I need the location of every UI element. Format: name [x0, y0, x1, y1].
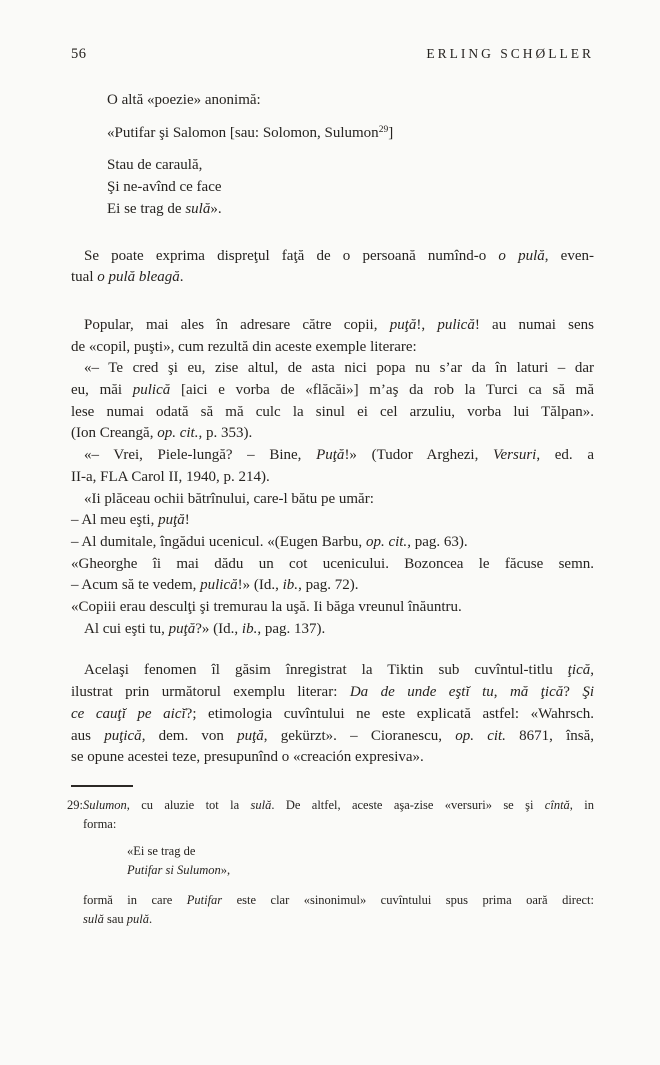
- text-run: «– Te cred şi eu, zise altul, de asta nici popa nu s’ar da în laturi – dar: [84, 360, 594, 377]
- text-run-italic: Da de unde eştĭ tu: [349, 684, 494, 701]
- text-run: , in: [569, 797, 595, 812]
- text-run: !,: [416, 316, 438, 333]
- text-run: Al cui eşti tu,: [84, 620, 169, 637]
- text-line: [71, 554, 594, 576]
- text-run: – Acum să te vedem,: [71, 577, 201, 594]
- text-line: [71, 423, 594, 445]
- text-column: [67, 46, 595, 929]
- text-line: [71, 246, 594, 268]
- text-run-italic: sulă: [185, 200, 211, 217]
- text-run: »,: [220, 862, 231, 877]
- text-run: – Al meu eşti,: [71, 512, 159, 529]
- text-line: [71, 660, 594, 682]
- text-line: [71, 315, 594, 337]
- text-run-italic: puţică: [104, 727, 142, 744]
- text-run: !» (Tudor Arghezi,: [344, 447, 493, 464]
- text-run-italic: sulă: [83, 911, 104, 926]
- text-run-italic: Sulumon: [83, 797, 127, 812]
- text-line: [71, 489, 594, 511]
- text-run-italic: cîntă: [544, 797, 570, 812]
- text-run-italic: Versuri: [493, 447, 537, 464]
- text-run-italic: pulică: [437, 316, 475, 333]
- running-title: ERLING SCHØLLER: [426, 46, 594, 61]
- text-line: [83, 891, 594, 910]
- poem-title-line: [71, 123, 594, 145]
- text-run-italic: op. cit.: [455, 727, 506, 744]
- text-run: , pag. 63).: [407, 533, 468, 550]
- text-run: (Ion Creangă,: [71, 425, 158, 442]
- text-line: [83, 861, 594, 880]
- text-run: ».: [210, 200, 222, 217]
- text-run-italic: pulică: [200, 577, 238, 594]
- text-run: «Putifar şi Salomon [sau: Solomon, Sulumon: [107, 124, 379, 141]
- text-run-italic: sulă: [250, 797, 272, 812]
- text-run: , pag. 72).: [298, 577, 359, 594]
- text-run: , even-: [544, 247, 594, 264]
- text-line: [71, 402, 594, 424]
- text-line: [71, 199, 594, 221]
- text-line: [71, 726, 594, 748]
- page-body: [71, 90, 594, 769]
- text-run-italic: ţică: [567, 662, 591, 679]
- text-run-italic: op. cit.: [365, 533, 408, 550]
- text-line: [83, 910, 594, 929]
- text-run-italic: op. cit.: [157, 425, 199, 442]
- text-run: ,: [590, 662, 594, 679]
- text-run: Stau de caraulă,: [107, 157, 203, 174]
- text-run: ?» (Id.,: [195, 620, 242, 637]
- text-run: ?; etimologia cuvîntului ne este explicată astfel: «Wahrsch.: [185, 705, 595, 722]
- text-line: [71, 510, 594, 532]
- footnote-29: [67, 796, 594, 929]
- text-run-italic: mă ţică: [509, 684, 564, 701]
- text-run: , cu aluzie tot la: [126, 797, 251, 812]
- text-run: 8671, însă,: [505, 727, 594, 744]
- text-run: eu, măi: [71, 382, 133, 399]
- paragraph-tiktin: [71, 660, 594, 769]
- text-line: [71, 747, 594, 769]
- page-header: [71, 46, 594, 62]
- text-line: [71, 337, 594, 359]
- text-run: ! au numai sens: [474, 316, 594, 333]
- text-run: – Al dumitale, îngădui ucenicul. «(Eugen Barbu,: [71, 533, 366, 550]
- text-run: «Copiii erau desculţi şi tremurau la uşă. Ii băga vreunul înăuntru.: [71, 599, 462, 616]
- text-run: , pag. 137).: [257, 620, 326, 637]
- text-run: se opune acestei teze, presupunînd o «creación expresiva».: [71, 749, 424, 766]
- text-run-italic: Puţă: [316, 447, 345, 464]
- text-run: , p. 353).: [198, 425, 253, 442]
- text-run: «Gheorghe îi mai dădu un cot ucenicului. Bozoncea le făcuse semn.: [71, 555, 594, 572]
- text-run-italic: ib.: [282, 577, 299, 594]
- text-line: [71, 445, 594, 467]
- text-line: [71, 704, 594, 726]
- text-line: [71, 177, 594, 199]
- text-run-italic: pulă: [126, 911, 149, 926]
- paragraph-dispret: [71, 246, 594, 289]
- text-run-italic: puţă: [389, 316, 417, 333]
- text-run: , gekürzt». – Cioranescu,: [263, 727, 456, 744]
- text-line: [83, 815, 594, 834]
- footnote-separator: [71, 785, 133, 787]
- text-run: este clar «sinonimul» cuvîntului spus prima oară direct:: [222, 892, 594, 907]
- text-line: [71, 532, 594, 554]
- intro-line: [71, 90, 594, 112]
- text-run-italic: o pulă: [498, 247, 545, 264]
- text-run: ilustrat prin următorul exemplu literar:: [71, 684, 350, 701]
- text-line: [71, 619, 594, 641]
- text-run: Acelaşi fenomen îl găsim înregistrat la Tiktin sub cuvîntul-titlu: [84, 662, 568, 679]
- text-run-italic: pulică: [132, 382, 171, 399]
- text-run: , ed. a: [536, 447, 594, 464]
- text-line: [71, 575, 594, 597]
- text-run: aus: [71, 727, 105, 744]
- text-run-italic: Şi: [582, 684, 595, 701]
- text-run: .: [179, 269, 184, 286]
- text-run: [aici e vorba de «flăcăi»] m’aş da rob la Turci ca să mă: [170, 382, 594, 399]
- text-run: «– Vrei, Piele-lungă? – Bine,: [84, 447, 317, 464]
- text-run: forma:: [83, 816, 117, 831]
- text-run: .: [149, 911, 153, 926]
- text-run: lese numai odată să mă culc la sinul ei cel arzuliu, vorba lui Tălpan».: [71, 403, 594, 420]
- page-number: 56: [71, 46, 87, 62]
- text-run: ?: [563, 684, 583, 701]
- text-run: . De altfel, aceste aşa-zise «versuri» se şi: [271, 797, 545, 812]
- text-line: [71, 467, 594, 489]
- footnote-body: [83, 796, 594, 929]
- text-run: Ei se trag de: [107, 200, 186, 217]
- text-run-italic: puţă: [168, 620, 196, 637]
- verse-block: [71, 155, 594, 220]
- quotation-block: [71, 358, 594, 640]
- text-run-italic: o pulă bleagă: [97, 269, 180, 286]
- text-run: sau: [103, 911, 127, 926]
- text-run: Se poate exprima dispreţul faţă de o persoană numînd-o: [84, 247, 499, 264]
- text-run: !: [184, 512, 190, 529]
- footnotes-section: [67, 796, 595, 929]
- text-run-italic: puţă: [158, 512, 185, 529]
- text-run: !» (Id.,: [237, 577, 283, 594]
- text-line: [71, 380, 594, 402]
- text-run: , dem. von: [141, 727, 238, 744]
- text-line: [71, 155, 594, 177]
- text-line: [71, 267, 594, 289]
- text-run-italic: Putifar si Sulumon: [127, 862, 221, 877]
- text-run: Popular, mai ales în adresare către copii,: [84, 316, 390, 333]
- text-run: ,: [493, 684, 510, 701]
- footnote-number: 29:: [67, 797, 83, 812]
- text-run-italic: Putifar: [186, 892, 223, 907]
- text-run: II-a, FLA Carol II, 1940, p. 214).: [71, 468, 270, 485]
- paragraph-popular: [71, 315, 594, 358]
- text-line: [83, 796, 594, 815]
- text-run: ]: [388, 124, 394, 141]
- text-run: de «copil, puşti», cum rezultă din aceste exemple literare:: [71, 338, 417, 355]
- text-run-italic: ce cauţĭ pe aicĭ: [71, 705, 186, 722]
- text-line: [71, 597, 594, 619]
- footnote-reference: 29: [378, 124, 389, 135]
- text-line: [71, 682, 594, 704]
- text-run: tual: [71, 269, 98, 286]
- text-run: formă in care: [83, 892, 187, 907]
- text-run: Şi ne-avînd ce face: [107, 179, 222, 196]
- text-line: [83, 842, 594, 861]
- text-line: [71, 123, 594, 145]
- text-line: [71, 358, 594, 380]
- text-run: «Ei se trag de: [127, 843, 196, 858]
- text-run-italic: ib.: [241, 620, 258, 637]
- text-run: «Ii plăceau ochii bătrînului, care-l bătu pe umăr:: [84, 490, 374, 507]
- text-run-italic: puţă: [237, 727, 264, 744]
- text-line: [71, 90, 594, 112]
- text-run: O altă «poezie» anonimă:: [107, 92, 261, 108]
